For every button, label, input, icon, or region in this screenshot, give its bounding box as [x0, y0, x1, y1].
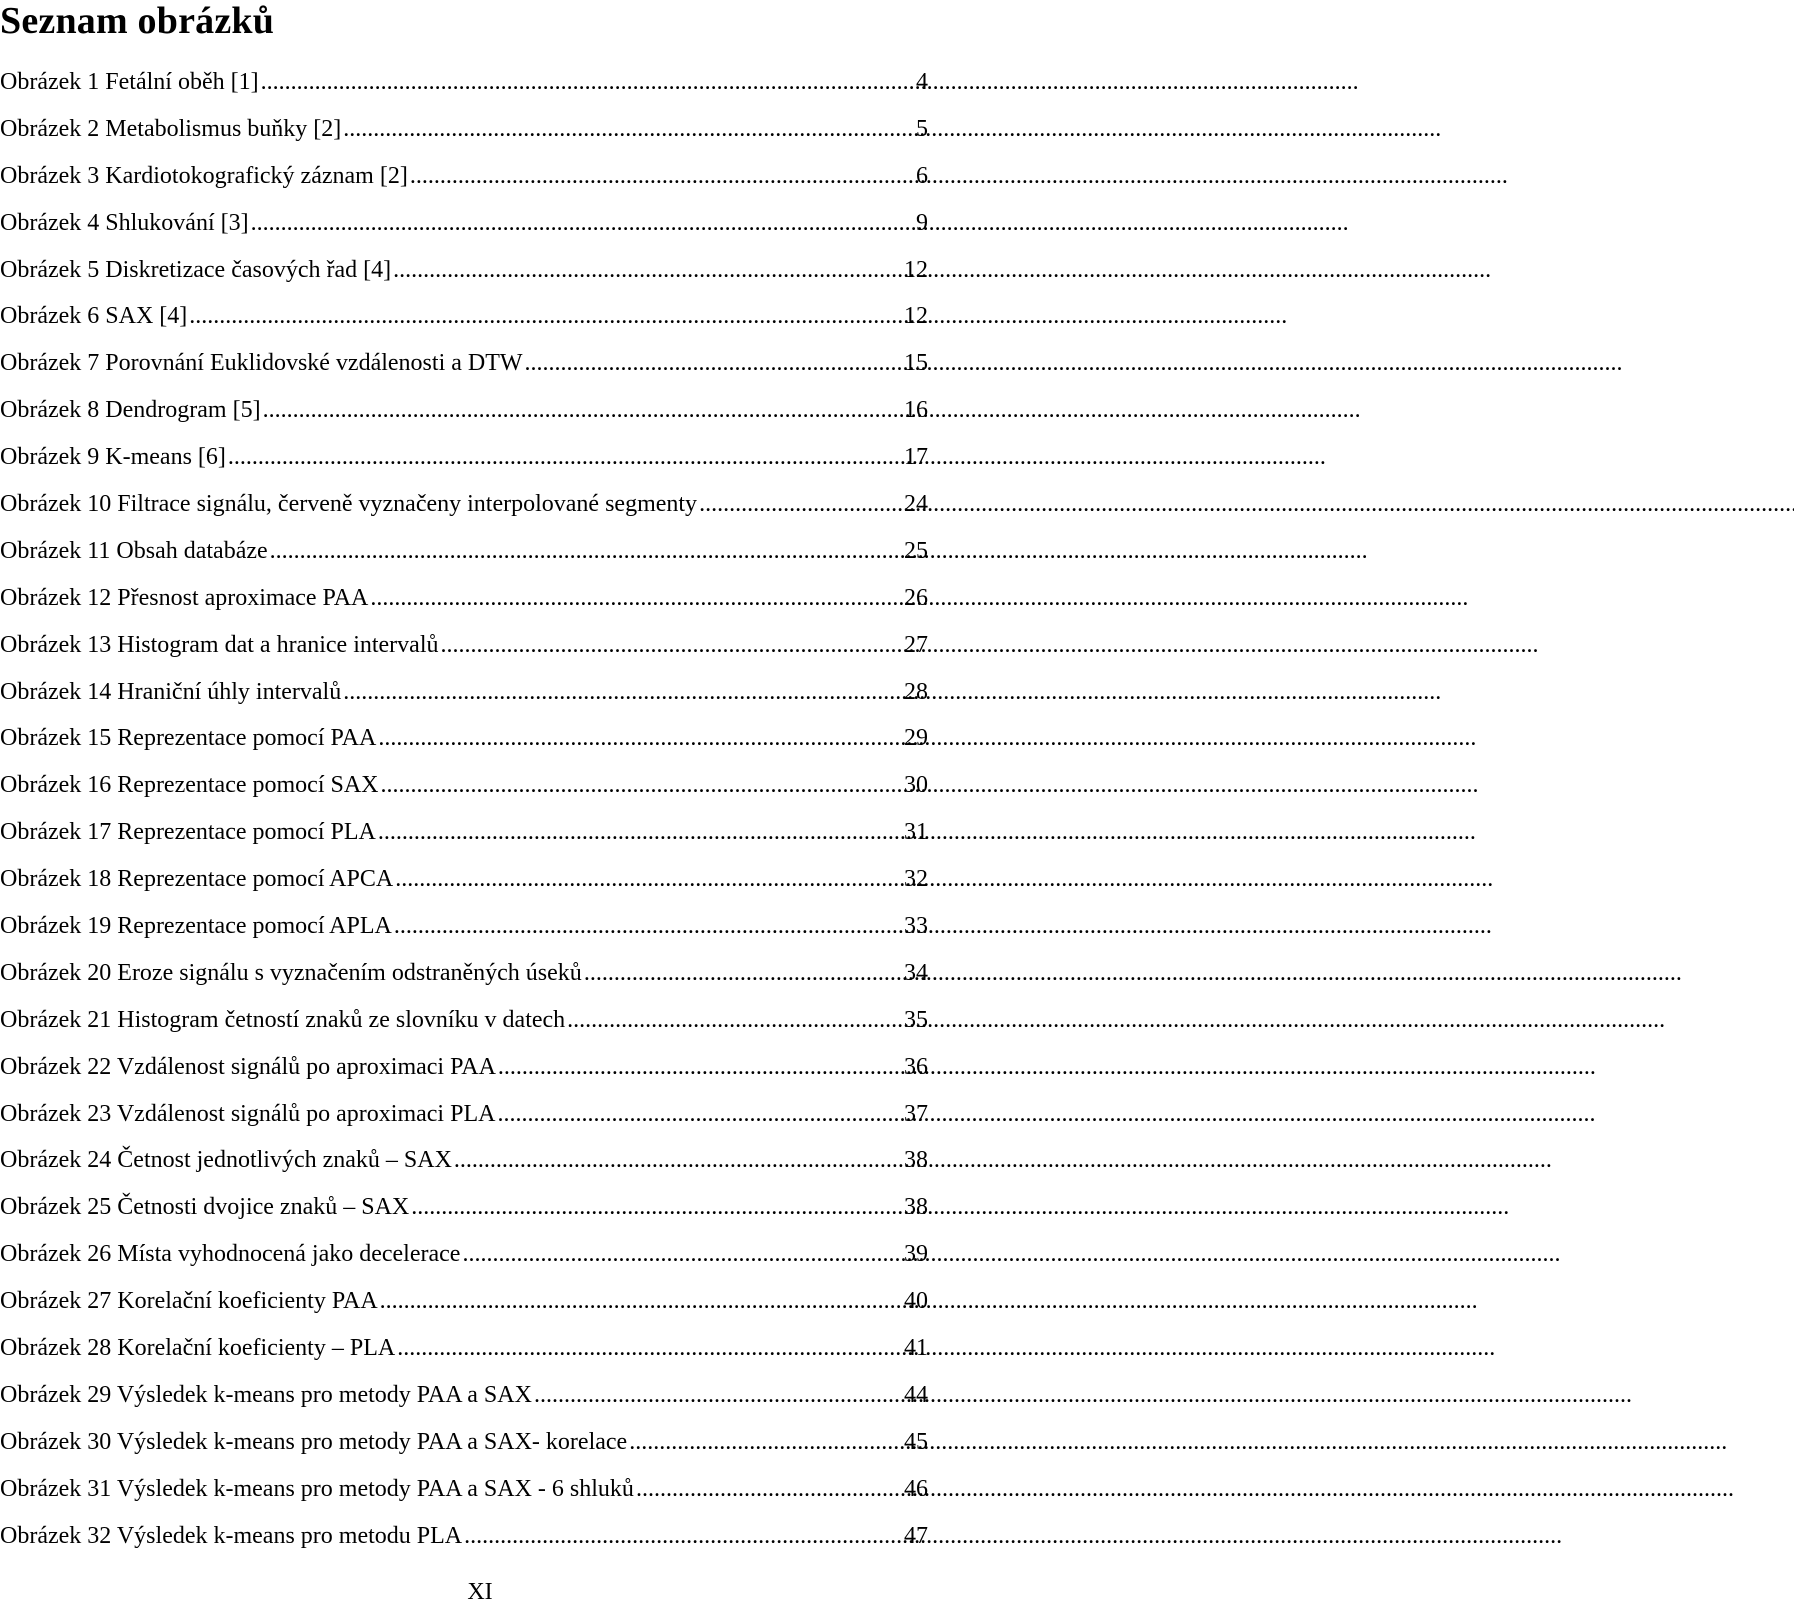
toc-entry[interactable] — [0, 1474, 928, 1521]
toc-entry[interactable] — [0, 630, 928, 677]
toc-entry-label: Obrázek 25 Četnosti dvojice znaků – SAX — [0, 1194, 410, 1221]
toc-entry[interactable] — [0, 1005, 928, 1052]
page-number: XI — [467, 1579, 493, 1605]
toc-entry-label: Obrázek 2 Metabolismus buňky [2] — [0, 115, 342, 142]
toc-entry[interactable] — [0, 1099, 928, 1146]
toc-entry[interactable] — [0, 114, 928, 161]
toc-entry-label: Obrázek 12 Přesnost aproximace PAA — [0, 584, 369, 611]
toc-entry[interactable] — [0, 1145, 928, 1192]
toc-entry-page-number: 47 — [904, 1522, 928, 1549]
toc-entry-label: Obrázek 21 Histogram četností znaků ze slovníku v datech — [0, 1006, 566, 1033]
toc-entry[interactable] — [0, 255, 928, 302]
toc-entry-page-number: 34 — [904, 959, 928, 986]
toc-entry[interactable] — [0, 817, 928, 864]
toc-entry[interactable] — [0, 536, 928, 583]
toc-entry-label: Obrázek 23 Vzdálenost signálů po aproximaci PLA — [0, 1100, 496, 1127]
dot-leader — [699, 489, 902, 519]
dot-leader — [497, 1099, 902, 1129]
dot-leader — [584, 958, 902, 988]
dot-leader — [464, 1521, 902, 1551]
toc-entry[interactable] — [0, 208, 928, 255]
dot-leader — [636, 1474, 902, 1504]
dot-leader — [411, 1192, 902, 1222]
toc-entry-label: Obrázek 1 Fetální oběh [1] — [0, 69, 259, 95]
toc-entry-label: Obrázek 8 Dendrogram [5] — [0, 397, 261, 424]
dot-leader — [629, 1427, 902, 1457]
dot-leader — [270, 536, 902, 566]
toc-entry-page-number: 39 — [904, 1241, 928, 1268]
dot-leader — [534, 1380, 902, 1410]
dot-leader — [378, 817, 902, 847]
dot-leader — [370, 583, 902, 613]
toc-entry-label: Obrázek 24 Četnost jednotlivých znaků – SAX — [0, 1147, 452, 1174]
toc-entry-page-number: 29 — [904, 725, 928, 752]
toc-entry[interactable] — [0, 1286, 928, 1333]
toc-entry-page-number: 27 — [904, 631, 928, 658]
dot-leader — [343, 677, 902, 707]
toc-entry[interactable] — [0, 1052, 928, 1099]
toc-entry[interactable] — [0, 864, 928, 911]
toc-entry-page-number: 9 — [916, 209, 928, 236]
toc-entry-label: Obrázek 3 Kardiotokografický záznam [2] — [0, 162, 408, 189]
toc-entry-label: Obrázek 5 Diskretizace časových řad [4] — [0, 256, 392, 283]
toc-entry-label: Obrázek 7 Porovnání Euklidovské vzdálenosti a DTW — [0, 350, 523, 377]
dot-leader — [189, 301, 902, 331]
dot-leader — [397, 1333, 902, 1363]
toc-entry-page-number: 32 — [904, 866, 928, 893]
toc-entry[interactable] — [0, 395, 928, 442]
toc-entry-label: Obrázek 15 Reprezentace pomocí PAA — [0, 725, 377, 752]
toc-entry-label: Obrázek 31 Výsledek k-means pro metody PAA a SAX - 6 shluků — [0, 1475, 634, 1502]
toc-entry-label: Obrázek 18 Reprezentace pomocí APCA — [0, 866, 394, 893]
toc-entry[interactable] — [0, 489, 928, 536]
toc-entry-page-number: 33 — [904, 913, 928, 940]
toc-entry-label: Obrázek 28 Korelační koeficienty – PLA — [0, 1335, 396, 1362]
dot-leader — [228, 442, 902, 472]
toc-entry-label: Obrázek 4 Shlukování [3] — [0, 209, 249, 236]
toc-entry[interactable] — [0, 677, 928, 724]
toc-entry-label: Obrázek 6 SAX [4] — [0, 303, 188, 330]
toc-entry-label: Obrázek 9 K-means [6] — [0, 444, 226, 471]
dot-leader — [395, 864, 902, 894]
toc-entry-page-number: 45 — [904, 1428, 928, 1455]
toc-entry-label: Obrázek 27 Korelační koeficienty PAA — [0, 1288, 378, 1315]
dot-leader — [454, 1145, 902, 1175]
toc-entry-label: Obrázek 20 Eroze signálu s vyznačením odstraněných úseků — [0, 959, 582, 986]
dot-leader — [393, 255, 902, 285]
toc-entry-page-number: 44 — [904, 1381, 928, 1408]
toc-entry-label: Obrázek 13 Histogram dat a hranice intervalů — [0, 631, 439, 658]
toc-entry-page-number: 26 — [904, 584, 928, 611]
toc-entry-page-number: 12 — [904, 303, 928, 330]
dot-leader — [410, 161, 914, 191]
dot-leader — [567, 1005, 902, 1035]
toc-entry-label: Obrázek 10 Filtrace signálu, červeně vyznačeny interpolované segmenty — [0, 491, 698, 518]
dot-leader — [525, 348, 902, 378]
toc-entry[interactable] — [0, 161, 928, 208]
dot-leader — [441, 630, 903, 660]
toc-entry-label: Obrázek 17 Reprezentace pomocí PLA — [0, 819, 376, 846]
dot-leader — [378, 723, 902, 753]
toc-entry-page-number: 38 — [904, 1147, 928, 1174]
toc-entry-label: Obrázek 29 Výsledek k-means pro metody PAA a SAX — [0, 1381, 532, 1408]
toc-entry-page-number: 15 — [904, 350, 928, 377]
toc-entry[interactable] — [0, 1333, 928, 1380]
page-title: Seznam obrázků — [0, 0, 275, 42]
toc-entry-page-number: 12 — [904, 256, 928, 283]
toc-entry-page-number: 37 — [904, 1100, 928, 1127]
toc-entry-page-number: 24 — [904, 491, 928, 518]
toc-entry[interactable] — [0, 442, 928, 489]
dot-leader — [251, 208, 914, 238]
toc-entry[interactable] — [0, 1521, 928, 1568]
toc-entry-page-number: 40 — [904, 1288, 928, 1315]
toc-entry[interactable] — [0, 301, 928, 348]
toc-entry-page-number: 46 — [904, 1475, 928, 1502]
dot-leader — [343, 114, 914, 144]
list-of-figures — [0, 67, 928, 1568]
toc-entry-page-number: 36 — [904, 1053, 928, 1080]
toc-entry-page-number: 6 — [916, 162, 928, 189]
toc-entry-page-number: 31 — [904, 819, 928, 846]
toc-entry-label: Obrázek 30 Výsledek k-means pro metody PAA a SAX- korelace — [0, 1428, 628, 1455]
toc-entry-page-number: 28 — [904, 678, 928, 705]
toc-entry-page-number: 5 — [916, 115, 928, 142]
toc-entry-page-number: 38 — [904, 1194, 928, 1221]
toc-entry-page-number: 4 — [916, 69, 928, 95]
dot-leader — [381, 770, 902, 800]
dot-leader — [394, 911, 902, 941]
toc-entry[interactable] — [0, 770, 928, 817]
toc-entry-label: Obrázek 16 Reprezentace pomocí SAX — [0, 772, 379, 799]
toc-entry-label: Obrázek 11 Obsah databáze — [0, 537, 268, 564]
toc-entry-page-number: 17 — [904, 444, 928, 471]
toc-entry[interactable] — [0, 583, 928, 630]
dot-leader — [380, 1286, 902, 1316]
toc-entry[interactable] — [0, 1239, 928, 1286]
toc-entry[interactable] — [0, 723, 928, 770]
toc-entry-page-number: 30 — [904, 772, 928, 799]
toc-entry-page-number: 16 — [904, 397, 928, 424]
toc-entry-label: Obrázek 19 Reprezentace pomocí APLA — [0, 913, 392, 940]
toc-entry[interactable] — [0, 348, 928, 395]
toc-entry[interactable] — [0, 911, 928, 958]
dot-leader — [261, 67, 914, 97]
toc-entry-label: Obrázek 14 Hraniční úhly intervalů — [0, 678, 342, 705]
dot-leader — [462, 1239, 902, 1269]
toc-entry-label: Obrázek 32 Výsledek k-means pro metodu PLA — [0, 1522, 463, 1549]
toc-entry-page-number: 25 — [904, 537, 928, 564]
dot-leader — [498, 1052, 902, 1082]
toc-entry[interactable] — [0, 1380, 928, 1427]
toc-entry[interactable] — [0, 67, 928, 114]
toc-entry-page-number: 41 — [904, 1335, 928, 1362]
toc-entry[interactable] — [0, 1427, 928, 1474]
toc-entry[interactable] — [0, 958, 928, 1005]
toc-entry-label: Obrázek 26 Místa vyhodnocená jako decelerace — [0, 1241, 461, 1268]
toc-entry[interactable] — [0, 1192, 928, 1239]
toc-entry-page-number: 35 — [904, 1006, 928, 1033]
toc-entry-label: Obrázek 22 Vzdálenost signálů po aproximaci PAA — [0, 1053, 496, 1080]
dot-leader — [263, 395, 902, 425]
